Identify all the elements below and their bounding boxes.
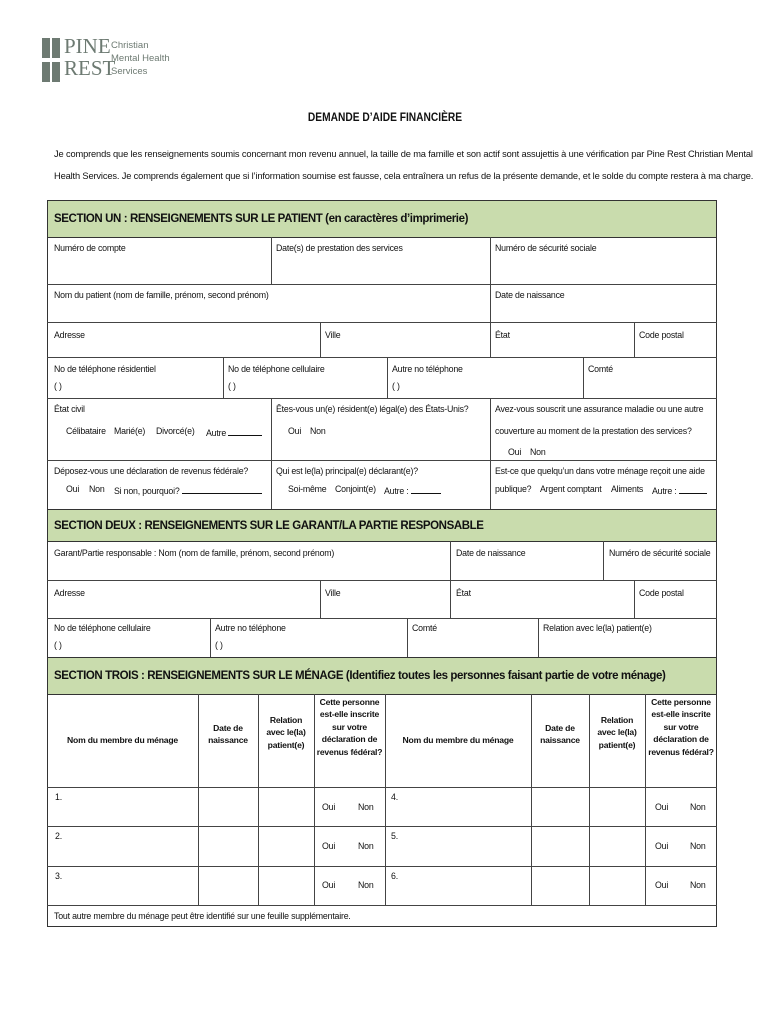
intro-paragraph: Je comprends que les renseignements soumis concernant mon revenu annuel, la taille de ma famille et son actif sont assujettis à une vérification par Pine Rest Christian Mental Health Services. Je comprends également que si l’information soumise est fausse, cela entraînera un refus de la présente demande, et le solde du compte restera à ma charge.: [54, 149, 754, 181]
logo-christian: Christian: [111, 40, 149, 51]
logo-mark-icon: [42, 38, 60, 82]
guarantor-ssn-field[interactable]: Numéro de sécurité sociale: [609, 548, 711, 558]
row2-yes-option[interactable]: Oui: [322, 841, 336, 851]
city-field[interactable]: Ville: [325, 330, 341, 340]
insurance-question-line1: Avez-vous souscrit une assurance maladie ou une autre: [495, 404, 704, 414]
declarant-self-option[interactable]: Soi-même: [288, 484, 327, 494]
col-member-name-right: Nom du membre du ménage: [402, 735, 514, 745]
logo-rest: REST: [64, 56, 116, 80]
col-tax-left: Cette personne est-elle inscrite sur votre déclaration de revenus fédéral?: [316, 697, 383, 757]
marital-status-label: État civil: [54, 404, 85, 414]
col-dob-right: Date de naissance: [540, 723, 580, 746]
col-relation-left: Relation avec le(la) patient(e): [266, 715, 306, 750]
logo-services: Services: [111, 66, 148, 77]
tax-filed-no-option[interactable]: Non: [89, 484, 105, 494]
member-row-1[interactable]: 1.: [55, 792, 62, 802]
guarantor-city-field[interactable]: Ville: [325, 588, 341, 598]
row6-yes-option[interactable]: Oui: [655, 880, 669, 890]
col-tax-right: Cette personne est-elle inscrite sur votre déclaration de revenus fédéral?: [648, 697, 714, 757]
guarantor-other-paren: ( ): [215, 640, 223, 650]
marital-single-option[interactable]: Célibataire: [66, 426, 106, 436]
row2-no-option[interactable]: Non: [358, 841, 374, 851]
guarantor-cell-phone-field[interactable]: No de téléphone cellulaire: [54, 623, 151, 633]
resident-question: Êtes-vous un(e) résident(e) légal(e) des États-Unis?: [276, 404, 469, 414]
marital-other-option[interactable]: Autre: [206, 426, 262, 439]
member-row-2[interactable]: 2.: [55, 831, 62, 841]
household-footer-note: Tout autre membre du ménage peut être identifié sur une feuille supplémentaire.: [54, 911, 351, 921]
cell-phone-field[interactable]: No de téléphone cellulaire: [228, 364, 325, 374]
ssn-field[interactable]: Numéro de sécurité sociale: [495, 243, 597, 253]
member-row-4[interactable]: 4.: [391, 792, 398, 802]
patient-name-field[interactable]: Nom du patient (nom de famille, prénom, second prénom): [54, 290, 269, 300]
row3-no-option[interactable]: Non: [358, 880, 374, 890]
logo-pine: PINE: [64, 34, 111, 58]
marital-married-option[interactable]: Marié(e): [114, 426, 146, 436]
insurance-yes-option[interactable]: Oui: [508, 447, 522, 457]
tax-filed-question: Déposez-vous une déclaration de revenus fédérale?: [54, 466, 249, 476]
guarantor-other-phone-field[interactable]: Autre no téléphone: [215, 623, 286, 633]
other-phone-field[interactable]: Autre no téléphone: [392, 364, 463, 374]
patient-dob-field[interactable]: Date de naissance: [495, 290, 565, 300]
member-row-6[interactable]: 6.: [391, 871, 398, 881]
guarantor-state-field[interactable]: État: [456, 588, 471, 598]
other-phone-paren: ( ): [392, 381, 400, 391]
member-row-3[interactable]: 3.: [55, 871, 62, 881]
guarantor-name-field[interactable]: Garant/Partie responsable : Nom (nom de famille, prénom, second prénom): [54, 548, 335, 558]
home-phone-paren: ( ): [54, 381, 62, 391]
marital-divorced-option[interactable]: Divorcé(e): [156, 426, 195, 436]
row3-yes-option[interactable]: Oui: [322, 880, 336, 890]
insurance-no-option[interactable]: Non: [530, 447, 546, 457]
county-field[interactable]: Comté: [588, 364, 613, 374]
pine-rest-logo: [42, 36, 172, 88]
guarantor-address-field[interactable]: Adresse: [54, 588, 85, 598]
home-phone-field[interactable]: No de téléphone résidentiel: [54, 364, 156, 374]
tax-filed-yes-option[interactable]: Oui: [66, 484, 80, 494]
col-member-name-left: Nom du membre du ménage: [67, 735, 178, 745]
why-not-field[interactable]: Si non, pourquoi?: [114, 484, 262, 497]
zip-field[interactable]: Code postal: [639, 330, 684, 340]
service-dates-field[interactable]: Date(s) de prestation des services: [276, 243, 403, 253]
row1-yes-option[interactable]: Oui: [322, 802, 336, 812]
declarant-question: Qui est le(la) principal(e) déclarant(e)?: [276, 466, 418, 476]
public-aid-question: Est-ce que quelqu’un dans votre ménage reçoit une aide: [495, 466, 705, 476]
guarantor-dob-field[interactable]: Date de naissance: [456, 548, 526, 558]
section-two-header: SECTION DEUX : RENSEIGNEMENTS SUR LE GARANT/LA PARTIE RESPONSABLE: [47, 509, 717, 542]
state-field[interactable]: État: [495, 330, 510, 340]
declarant-other-field[interactable]: Autre :: [384, 484, 441, 497]
row5-yes-option[interactable]: Oui: [655, 841, 669, 851]
declarant-spouse-option[interactable]: Conjoint(e): [335, 484, 376, 494]
section-three-header: SECTION TROIS : RENSEIGNEMENTS SUR LE MÉNAGE (Identifiez toutes les personnes faisant partie de votre ménage): [47, 657, 717, 695]
resident-yes-option[interactable]: Oui: [288, 426, 302, 436]
page-title: DEMANDE D’AIDE FINANCIÈRE: [307, 110, 463, 124]
row5-no-option[interactable]: Non: [690, 841, 706, 851]
guarantor-relation-field[interactable]: Relation avec le(la) patient(e): [543, 623, 652, 633]
section-one-header: SECTION UN : RENSEIGNEMENTS SUR LE PATIENT (en caractères d’imprimerie): [47, 200, 717, 238]
member-row-5[interactable]: 5.: [391, 831, 398, 841]
guarantor-cell-paren: ( ): [54, 640, 62, 650]
account-number-field[interactable]: Numéro de compte: [54, 243, 126, 253]
row4-no-option[interactable]: Non: [690, 802, 706, 812]
insurance-question-line2: couverture au moment de la prestation des services?: [495, 426, 692, 436]
row6-no-option[interactable]: Non: [690, 880, 706, 890]
row4-yes-option[interactable]: Oui: [655, 802, 669, 812]
address-field[interactable]: Adresse: [54, 330, 85, 340]
resident-no-option[interactable]: Non: [310, 426, 326, 436]
aid-cash-option[interactable]: Argent comptant: [540, 484, 602, 494]
cell-phone-paren: ( ): [228, 381, 236, 391]
col-dob-left: Date de naissance: [208, 723, 248, 746]
public-aid-label: publique?: [495, 484, 532, 494]
guarantor-county-field[interactable]: Comté: [412, 623, 437, 633]
guarantor-zip-field[interactable]: Code postal: [639, 588, 684, 598]
col-relation-right: Relation avec le(la) patient(e): [597, 715, 637, 750]
logo-mental-health: Mental Health: [111, 53, 170, 64]
aid-food-option[interactable]: Aliments: [611, 484, 644, 494]
row1-no-option[interactable]: Non: [358, 802, 374, 812]
aid-other-field[interactable]: Autre :: [652, 484, 707, 497]
